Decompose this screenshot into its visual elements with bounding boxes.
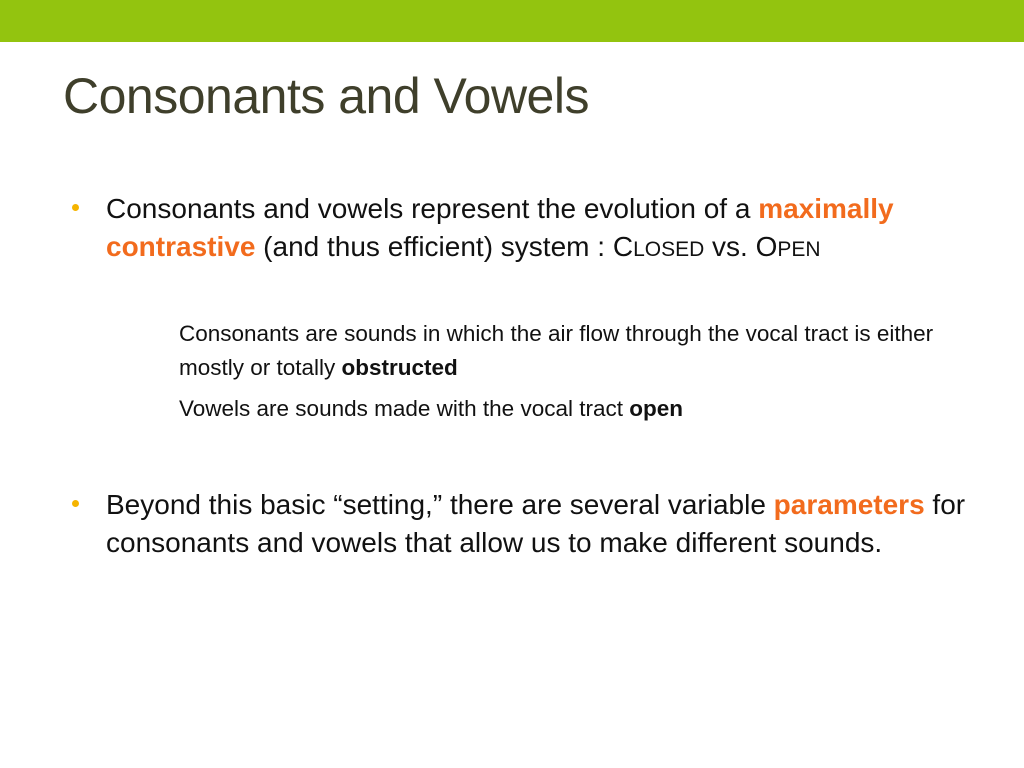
sub-1-text: Consonants are sounds in which the air flow through the vocal tract is either mostly or totally xyxy=(179,321,934,380)
bullet-1-text-b: (and thus efficient) system : xyxy=(255,231,613,262)
bullet-2-text-a: Beyond this basic “setting,” there are several variable xyxy=(106,489,774,520)
sub-2-bold: open xyxy=(629,396,683,421)
bullet-text-2 xyxy=(106,486,966,562)
open-rest: PEN xyxy=(777,238,821,261)
vs-text: vs. xyxy=(704,231,756,262)
bullet-1-highlight: maximally contrastive xyxy=(106,193,894,262)
bullet-2-highlight: parameters xyxy=(773,489,925,520)
sub-item-vowels xyxy=(179,392,979,426)
sub-item-consonants xyxy=(179,317,979,385)
closed-first-letter: C xyxy=(612,231,634,262)
sub-1-bold: obstructed xyxy=(341,355,458,380)
open-first-letter: O xyxy=(755,231,778,262)
bullet-text-1 xyxy=(106,190,966,269)
bullet-dot-icon xyxy=(72,204,79,211)
slide-title: Consonants and Vowels xyxy=(63,68,589,124)
bullet-dot-icon xyxy=(72,500,79,507)
top-accent-bar xyxy=(0,0,1024,42)
bullet-2-text-b: for consonants and vowels that allow us to make different sounds. xyxy=(106,489,966,558)
closed-rest: LOSED xyxy=(633,238,705,261)
sub-2-text: Vowels are sounds made with the vocal tract xyxy=(179,396,630,421)
bullet-1-text-a: Consonants and vowels represent the evolution of a xyxy=(106,193,759,224)
